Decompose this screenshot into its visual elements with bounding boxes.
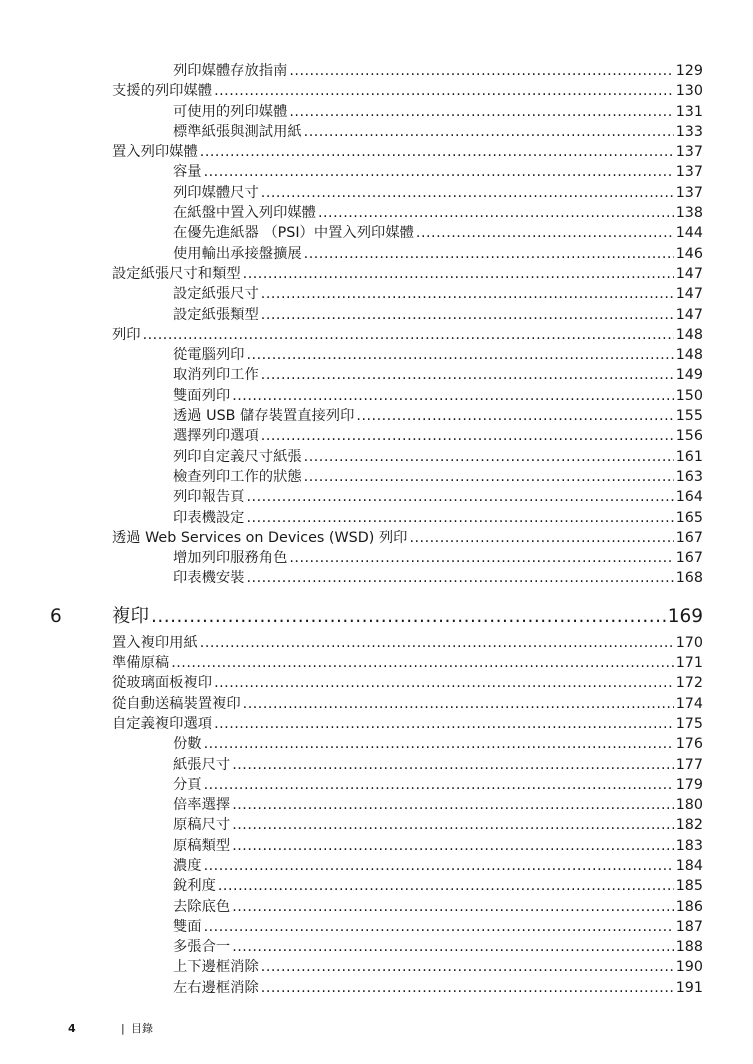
table-of-contents	[0, 61, 753, 998]
dot-leader	[214, 673, 674, 693]
dot-leader	[214, 81, 674, 101]
toc-entry[interactable]	[0, 61, 703, 81]
toc-entry-page-number: 150	[675, 387, 703, 404]
dot-leader	[289, 102, 673, 122]
toc-entry[interactable]	[0, 365, 703, 385]
toc-entry-title: 在優先進紙器 （PSI）中置入列印媒體	[173, 225, 414, 242]
dot-leader	[261, 978, 674, 998]
toc-section-before	[0, 61, 753, 589]
toc-entry[interactable]	[0, 447, 703, 467]
dot-leader	[246, 345, 673, 365]
toc-entry[interactable]	[0, 487, 703, 507]
toc-entry[interactable]	[0, 714, 703, 734]
toc-entry-title: 自定義複印選項	[112, 715, 213, 732]
toc-entry[interactable]	[0, 755, 703, 775]
toc-entry-title: 列印報告頁	[173, 489, 245, 506]
dot-leader	[218, 876, 674, 896]
toc-entry-page-number: 171	[675, 655, 703, 672]
dot-leader	[214, 714, 674, 734]
dot-leader	[356, 406, 673, 426]
toc-entry-title: 支援的列印媒體	[112, 83, 213, 100]
toc-entry-title: 使用輸出承接盤擴展	[173, 245, 302, 262]
toc-entry-title: 上下邊框消除	[173, 959, 259, 976]
toc-entry[interactable]	[0, 284, 703, 304]
toc-entry-title: 透過 Web Services on Devices (WSD) 列印	[112, 529, 408, 546]
toc-entry[interactable]	[0, 244, 703, 264]
toc-entry-title: 多張合一	[173, 939, 231, 956]
toc-entry[interactable]	[0, 122, 703, 142]
toc-entry-title: 印表機安裝	[173, 570, 245, 587]
dot-leader	[318, 203, 674, 223]
toc-entry-page-number: 138	[675, 205, 703, 222]
toc-entry[interactable]	[0, 957, 703, 977]
toc-entry[interactable]	[0, 836, 703, 856]
toc-entry-page-number: 168	[675, 570, 703, 587]
toc-entry[interactable]	[0, 775, 703, 795]
toc-entry-title: 準備原稿	[112, 655, 170, 672]
toc-entry-title: 設定紙張尺寸和類型	[112, 265, 241, 282]
dot-leader	[151, 603, 666, 631]
toc-entry-title: 列印自定義尺寸紙張	[173, 448, 302, 465]
toc-entry-title: 雙面列印	[173, 387, 231, 404]
toc-entry[interactable]	[0, 102, 703, 122]
toc-entry[interactable]	[0, 183, 703, 203]
toc-entry-page-number: 144	[675, 225, 703, 242]
toc-entry-page-number: 190	[675, 959, 703, 976]
toc-entry-title: 置入複印用紙	[112, 634, 198, 651]
toc-entry-page-number: 148	[675, 347, 703, 364]
toc-entry-title: 份數	[173, 736, 202, 753]
toc-entry-page-number: 137	[675, 164, 703, 181]
toc-entry-title: 檢查列印工作的狀態	[173, 468, 302, 485]
toc-entry-page-number: 147	[675, 265, 703, 282]
toc-entry-page-number: 183	[675, 837, 703, 854]
toc-entry-page-number: 191	[675, 979, 703, 996]
toc-entry[interactable]	[0, 467, 703, 487]
toc-entry[interactable]	[0, 937, 703, 957]
toc-entry[interactable]	[0, 815, 703, 835]
dot-leader	[171, 653, 674, 673]
toc-entry-page-number: 148	[675, 326, 703, 343]
toc-entry-page-number: 187	[675, 918, 703, 935]
toc-entry-page-number: 137	[675, 144, 703, 161]
toc-section-after	[0, 633, 753, 998]
toc-entry-page-number: 163	[675, 468, 703, 485]
dot-leader	[246, 508, 673, 528]
toc-entry-title: 從玻璃面板複印	[112, 675, 213, 692]
toc-entry[interactable]	[0, 653, 703, 673]
toc-entry[interactable]	[0, 856, 703, 876]
toc-entry-page-number: 130	[675, 83, 703, 100]
toc-entry-page-number: 174	[675, 695, 703, 712]
dot-leader	[304, 467, 674, 487]
page-footer	[0, 1019, 753, 1039]
dot-leader	[204, 734, 674, 754]
toc-entry-title: 取消列印工作	[173, 367, 259, 384]
dot-leader	[261, 305, 674, 325]
toc-entry-page-number: 182	[675, 817, 703, 834]
toc-entry-title: 左右邊框消除	[173, 979, 259, 996]
dot-leader	[261, 957, 674, 977]
toc-entry-page-number: 131	[675, 103, 703, 120]
dot-leader	[261, 426, 674, 446]
dot-leader	[246, 568, 673, 588]
toc-entry[interactable]	[0, 142, 703, 162]
dot-leader	[232, 795, 674, 815]
toc-entry-title: 濃度	[173, 857, 202, 874]
toc-entry-title: 印表機設定	[173, 509, 245, 526]
toc-entry-page-number: 147	[675, 306, 703, 323]
toc-entry-page-number: 180	[675, 797, 703, 814]
dot-leader	[243, 694, 674, 714]
toc-entry-page-number: 161	[675, 448, 703, 465]
toc-entry-title: 列印媒體尺寸	[173, 184, 259, 201]
dot-leader	[143, 325, 674, 345]
toc-entry-page-number: 149	[675, 367, 703, 384]
toc-entry-title: 倍率選擇	[173, 797, 231, 814]
toc-entry-title: 可使用的列印媒體	[173, 103, 288, 120]
dot-leader	[232, 386, 674, 406]
dot-leader	[243, 264, 674, 284]
toc-entry[interactable]	[0, 426, 703, 446]
dot-leader	[232, 815, 674, 835]
toc-entry-title: 選擇列印選項	[173, 428, 259, 445]
toc-entry-title: 分頁	[173, 776, 202, 793]
toc-entry-title: 銳利度	[173, 878, 216, 895]
toc-entry-page-number: 137	[675, 184, 703, 201]
dot-leader	[261, 365, 674, 385]
toc-entry[interactable]	[0, 633, 703, 653]
toc-entry[interactable]	[0, 508, 703, 528]
toc-entry-title: 列印	[112, 326, 141, 343]
chapter-heading[interactable]	[0, 603, 753, 631]
toc-entry-page-number: 129	[675, 63, 703, 79]
footer-page-number: 4	[68, 1022, 76, 1035]
toc-entry[interactable]	[0, 694, 703, 714]
toc-entry-page-number: 167	[675, 550, 703, 567]
toc-entry-page-number: 167	[675, 529, 703, 546]
toc-entry[interactable]	[0, 325, 703, 345]
chapter-number: 6	[50, 605, 62, 627]
toc-entry[interactable]	[0, 897, 703, 917]
dot-leader	[261, 284, 674, 304]
toc-entry[interactable]	[0, 917, 703, 937]
toc-entry-page-number: 133	[675, 123, 703, 140]
toc-entry-title: 紙張尺寸	[173, 756, 231, 773]
footer-separator: |	[121, 1022, 125, 1035]
toc-entry[interactable]	[0, 203, 703, 223]
footer-section-title: 目錄	[131, 1022, 153, 1035]
toc-entry[interactable]	[0, 81, 703, 101]
toc-entry[interactable]	[0, 264, 703, 284]
dot-leader	[416, 223, 674, 243]
toc-entry-page-number: 177	[675, 756, 703, 773]
toc-entry-page-number: 176	[675, 736, 703, 753]
toc-entry[interactable]	[0, 673, 703, 693]
toc-entry-title: 設定紙張尺寸	[173, 286, 259, 303]
toc-entry-page-number: 165	[675, 509, 703, 526]
toc-entry[interactable]	[0, 795, 703, 815]
toc-entry-title: 列印媒體存放指南	[173, 63, 288, 79]
dot-leader	[304, 447, 674, 467]
chapter-title: 複印	[112, 605, 150, 627]
toc-entry[interactable]	[0, 528, 703, 548]
toc-entry-title: 容量	[173, 164, 202, 181]
toc-entry-page-number: 186	[675, 898, 703, 915]
toc-entry-page-number: 146	[675, 245, 703, 262]
toc-entry-title: 增加列印服務角色	[173, 550, 288, 567]
toc-entry-title: 去除底色	[173, 898, 231, 915]
toc-entry-page-number: 184	[675, 857, 703, 874]
toc-entry-page-number: 156	[675, 428, 703, 445]
toc-entry-page-number: 179	[675, 776, 703, 793]
toc-entry-page-number: 188	[675, 939, 703, 956]
dot-leader	[204, 856, 674, 876]
toc-entry[interactable]	[0, 223, 703, 243]
dot-leader	[289, 548, 673, 568]
toc-entry-title: 從電腦列印	[173, 347, 245, 364]
dot-leader	[232, 937, 674, 957]
toc-entry[interactable]	[0, 734, 703, 754]
toc-entry[interactable]	[0, 978, 703, 998]
toc-entry[interactable]	[0, 568, 703, 588]
toc-entry[interactable]	[0, 162, 703, 182]
toc-entry-title: 從自動送稿裝置複印	[112, 695, 241, 712]
dot-leader	[232, 897, 674, 917]
toc-entry-title: 標準紙張與測試用紙	[173, 123, 302, 140]
toc-entry[interactable]	[0, 345, 703, 365]
toc-entry[interactable]	[0, 305, 703, 325]
toc-entry[interactable]	[0, 876, 703, 896]
toc-entry-page-number: 164	[675, 489, 703, 506]
dot-leader	[204, 775, 674, 795]
toc-entry-page-number: 185	[675, 878, 703, 895]
toc-entry[interactable]	[0, 548, 703, 568]
toc-entry-title: 雙面	[173, 918, 202, 935]
dot-leader	[304, 122, 674, 142]
toc-entry[interactable]	[0, 406, 703, 426]
toc-entry-title: 設定紙張類型	[173, 306, 259, 323]
dot-leader	[232, 836, 674, 856]
toc-entry-title: 原稿尺寸	[173, 817, 231, 834]
chapter-page-number: 169	[667, 605, 703, 627]
dot-leader	[304, 244, 674, 264]
dot-leader	[232, 755, 674, 775]
toc-entry-page-number: 172	[675, 675, 703, 692]
toc-entry-page-number: 175	[675, 715, 703, 732]
dot-leader	[200, 633, 674, 653]
dot-leader	[289, 61, 673, 81]
dot-leader	[204, 917, 674, 937]
dot-leader	[409, 528, 673, 548]
toc-entry-title: 透過 USB 儲存裝置直接列印	[173, 408, 355, 425]
dot-leader	[261, 183, 674, 203]
dot-leader	[204, 162, 674, 182]
toc-entry-title: 置入列印媒體	[112, 144, 198, 161]
toc-entry-page-number: 147	[675, 286, 703, 303]
toc-entry-title: 原稿類型	[173, 837, 231, 854]
toc-entry[interactable]	[0, 386, 703, 406]
dot-leader	[200, 142, 674, 162]
toc-entry-page-number: 155	[675, 408, 703, 425]
toc-entry-page-number: 170	[675, 634, 703, 651]
toc-entry-title: 在紙盤中置入列印媒體	[173, 205, 316, 222]
dot-leader	[246, 487, 673, 507]
